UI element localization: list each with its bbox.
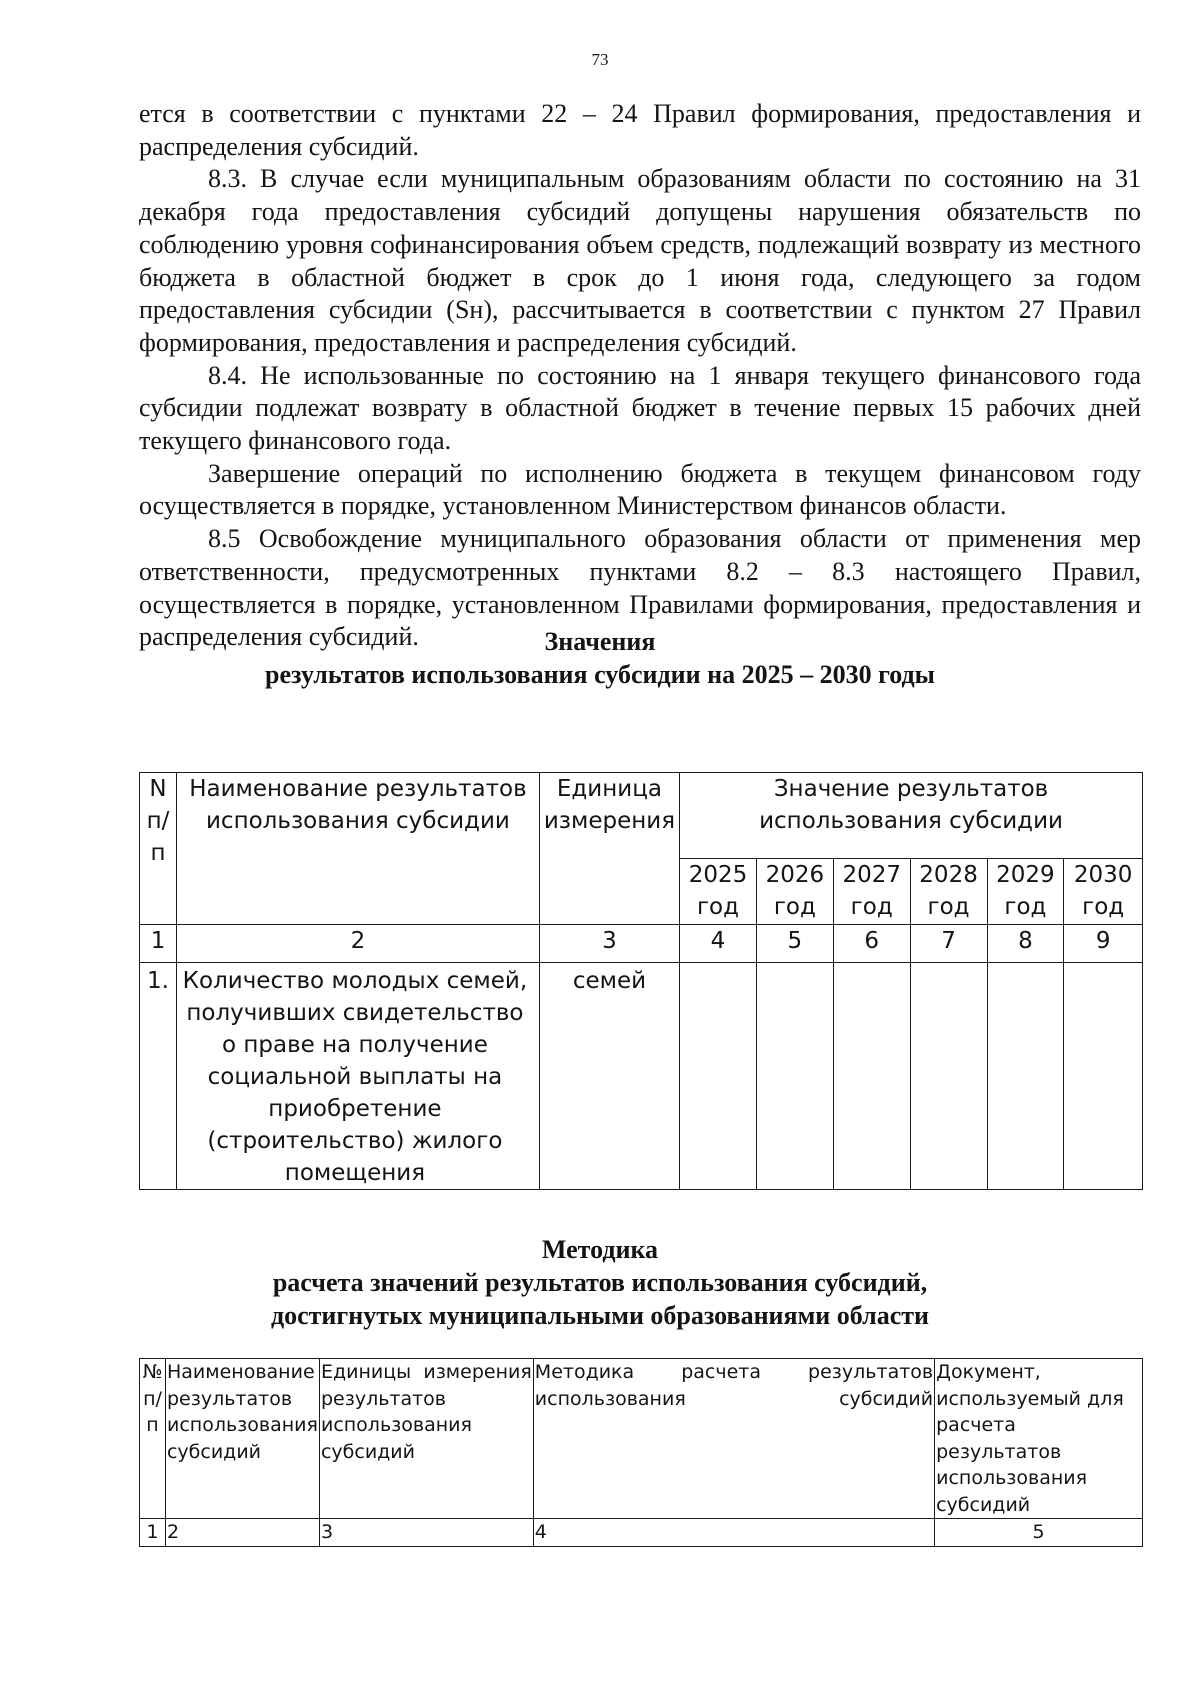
value-2030 bbox=[1064, 963, 1143, 1190]
column-number: 4 bbox=[680, 925, 757, 963]
paragraph-budget-completion: Завершение операций по исполнению бюджета в текущем финансовом году осуществляется в порядке, установленном Министерством финансов области. bbox=[139, 458, 1141, 521]
column-number: 1 bbox=[140, 925, 177, 963]
value-2026 bbox=[756, 963, 833, 1190]
column-number: 5 bbox=[935, 1519, 1143, 1547]
value-2027 bbox=[833, 963, 910, 1190]
indicator-name: Количество молодых семей, получивших свидетельство о праве на получение социальной выплаты на приобретение (строительство) жилого помещения bbox=[177, 963, 540, 1190]
page-number: 73 bbox=[591, 50, 609, 69]
paragraph-8-3: 8.3. В случае если муниципальным образованиям области по состоянию на 31 декабря года предоставления субсидий допущены нарушения обязательств по соблюдению уровня софинансирования объем средств, подлежащий возврату из местного бюджета в областной бюджет в срок до 1 июня года, следующего за годом предоставления субсидии (Sн), рассчитывается в соответствии с пунктом 27 Правил формирования, предоставления и распределения субсидий. bbox=[139, 164, 1141, 357]
header-result-name: Наименование результатов использования субсидий bbox=[165, 1359, 319, 1519]
header-year: 2026 год bbox=[756, 859, 833, 925]
column-number: 6 bbox=[833, 925, 910, 963]
results-heading-line1: Значения bbox=[544, 627, 656, 656]
methodology-heading-line3: достигнутых муниципальными образованиями области bbox=[270, 1301, 930, 1330]
header-unit: Единица измерения bbox=[539, 773, 679, 925]
results-column-numbers-row bbox=[140, 925, 1143, 963]
header-number: N п/п bbox=[140, 773, 177, 925]
results-heading bbox=[0, 625, 1200, 691]
row-number: 1. bbox=[140, 963, 177, 1190]
results-header-row bbox=[140, 773, 1143, 859]
results-heading-line2: результатов использования субсидии на 2025 – 2030 годы bbox=[265, 660, 935, 689]
header-values: Значение результатов использования субсидии bbox=[680, 773, 1143, 859]
column-number: 8 bbox=[987, 925, 1064, 963]
column-number: 2 bbox=[165, 1519, 319, 1547]
methodology-header-row bbox=[140, 1359, 1143, 1519]
indicator-unit: семей bbox=[539, 963, 679, 1190]
column-number: 3 bbox=[319, 1519, 533, 1547]
header-year: 2028 год bbox=[910, 859, 987, 925]
header-document: Документ, используемый для расчета результатов использования субсидий bbox=[935, 1359, 1143, 1519]
header-number: № п/п bbox=[140, 1359, 166, 1519]
column-number: 7 bbox=[910, 925, 987, 963]
column-number: 3 bbox=[539, 925, 679, 963]
body-text bbox=[139, 98, 1141, 654]
value-2028 bbox=[910, 963, 987, 1190]
column-number: 5 bbox=[756, 925, 833, 963]
methodology-column-numbers-row bbox=[140, 1519, 1143, 1547]
methodology-table bbox=[139, 1358, 1143, 1547]
methodology-heading-line2: расчета значений результатов использования субсидий, bbox=[272, 1268, 928, 1297]
header-result-name: Наименование результатов использования субсидии bbox=[177, 773, 540, 925]
column-number: 9 bbox=[1064, 925, 1143, 963]
header-year: 2030 год bbox=[1064, 859, 1143, 925]
header-method: Методика расчета результатов использования субсидий bbox=[533, 1359, 934, 1519]
header-unit: Единицы измерения результатов использования субсидий bbox=[319, 1359, 533, 1519]
header-year: 2025 год bbox=[680, 859, 757, 925]
header-year: 2027 год bbox=[833, 859, 910, 925]
table-row bbox=[140, 963, 1143, 1190]
paragraph-8-4: 8.4. Не использованные по состоянию на 1 января текущего финансового года субсидии подлежат возврату в областной бюджет в течение первых 15 рабочих дней текущего финансового года. bbox=[139, 360, 1141, 456]
paragraph-continuation: ется в соответствии с пунктами 22 – 24 Правил формирования, предоставления и распределения субсидий. bbox=[139, 99, 1141, 161]
header-year: 2029 год bbox=[987, 859, 1064, 925]
column-number: 4 bbox=[533, 1519, 934, 1547]
methodology-heading bbox=[0, 1233, 1200, 1332]
value-2029 bbox=[987, 963, 1064, 1190]
methodology-heading-line1: Методика bbox=[541, 1235, 659, 1264]
results-table bbox=[139, 772, 1143, 1190]
paragraph-8-5: 8.5 Освобождение муниципального образования области от применения мер ответственности, предусмотренных пунктами 8.2 – 8.3 настоящего Правил, осуществляется в порядке, установленном Правилами формирования, предоставления и распределения субсидий. bbox=[139, 524, 1141, 652]
value-2025 bbox=[680, 963, 757, 1190]
column-number: 2 bbox=[177, 925, 540, 963]
column-number: 1 bbox=[140, 1519, 166, 1547]
